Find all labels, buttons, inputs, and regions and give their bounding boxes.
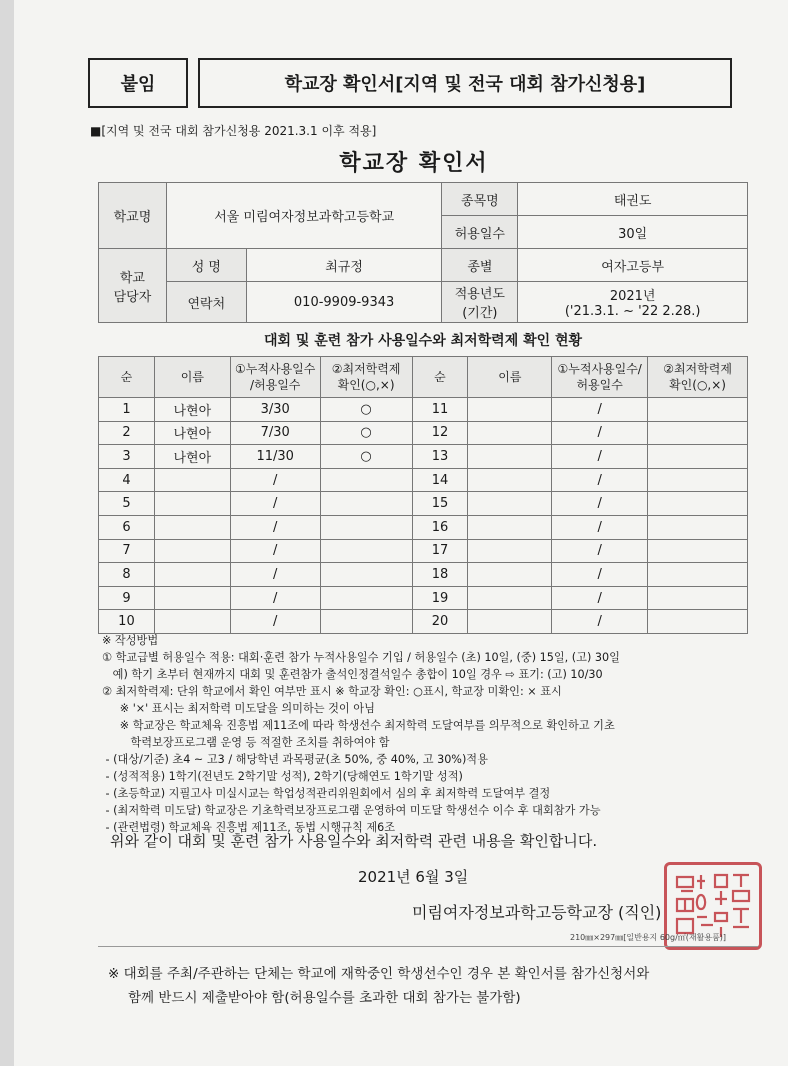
academic-check-left bbox=[320, 610, 412, 634]
table-row bbox=[99, 445, 748, 469]
student-name-left bbox=[154, 610, 230, 634]
header-name-left: 이름 bbox=[154, 357, 230, 398]
header-days-right bbox=[552, 357, 648, 398]
student-name-right bbox=[468, 445, 552, 469]
usage-days-right: / bbox=[552, 492, 648, 516]
row-number-right: 18 bbox=[412, 563, 468, 587]
apply-note: ■[지역 및 전국 대회 참가신청용 2021.3.1 이후 적용] bbox=[90, 124, 377, 138]
instruction-line: - (관련법령) 학교체육 진흥법 제11조, 동법 시행규칙 제6조 bbox=[102, 821, 396, 834]
student-name-left bbox=[154, 515, 230, 539]
row-number-left: 10 bbox=[99, 610, 155, 634]
category-label: 종별 bbox=[442, 249, 518, 282]
table-row bbox=[99, 563, 748, 587]
student-name-right bbox=[468, 421, 552, 445]
usage-days-right: / bbox=[552, 398, 648, 422]
instruction-line: - (초등학교) 지필고사 미실시교는 학업성적관리위원회에서 심의 후 최저학력 도달여부 결정 bbox=[102, 787, 551, 800]
student-name-left: 나현아 bbox=[154, 398, 230, 422]
name-value: 최규정 bbox=[246, 249, 442, 282]
attachment-label: 붙임 bbox=[88, 58, 188, 108]
usage-days-left: 11/30 bbox=[230, 445, 320, 469]
instruction-line: - (성적적용) 1학기(전년도 2학기말 성적), 2학기(당해연도 1학기말 성적) bbox=[102, 770, 463, 783]
row-number-right: 14 bbox=[412, 468, 468, 492]
header-days-right-line1: ①누적사용일수/ bbox=[557, 362, 642, 376]
student-name-left bbox=[154, 563, 230, 587]
student-name-right bbox=[468, 610, 552, 634]
header-academic-right bbox=[648, 357, 748, 398]
paper-size-note: 210㎜×297㎜[일반용지 60g/㎡(재활용품)] bbox=[570, 933, 727, 942]
student-name-left bbox=[154, 492, 230, 516]
row-number-left: 1 bbox=[99, 398, 155, 422]
event-value: 태권도 bbox=[518, 183, 748, 216]
table-row bbox=[99, 586, 748, 610]
header-days-left-line2: /허용일수 bbox=[249, 378, 301, 392]
header-name-right: 이름 bbox=[468, 357, 552, 398]
student-name-left bbox=[154, 539, 230, 563]
contact-value: 010-9909-9343 bbox=[246, 282, 442, 323]
usage-days-right: / bbox=[552, 610, 648, 634]
header-no-right: 순 bbox=[412, 357, 468, 398]
academic-check-right bbox=[648, 421, 748, 445]
row-number-left: 6 bbox=[99, 515, 155, 539]
student-name-left bbox=[154, 586, 230, 610]
student-name-left: 나현아 bbox=[154, 445, 230, 469]
header-no-left: 순 bbox=[99, 357, 155, 398]
row-number-left: 9 bbox=[99, 586, 155, 610]
divider bbox=[98, 946, 758, 947]
section-title: 대회 및 훈련 참가 사용일수와 최저학력제 확인 현황 bbox=[263, 333, 583, 349]
year-label-line1: 적용년도 bbox=[454, 287, 505, 302]
academic-check-left bbox=[320, 515, 412, 539]
writing-instructions bbox=[102, 632, 752, 836]
table-row bbox=[99, 539, 748, 563]
bottom-note-line1: ※ 대회를 주최/주관하는 단체는 학교에 재학중인 학생선수인 경우 본 확인서를 참가신청서와 bbox=[108, 966, 650, 982]
usage-days-right: / bbox=[552, 586, 648, 610]
instruction-line: ② 최저학력제: 단위 학교에서 확인 여부만 표시 ※ 학교장 확인: ○표시, 학교장 미확인: × 표시 bbox=[102, 685, 562, 698]
school-label: 학교명 bbox=[99, 183, 167, 249]
row-number-right: 12 bbox=[412, 421, 468, 445]
row-number-right: 16 bbox=[412, 515, 468, 539]
usage-days-left: / bbox=[230, 586, 320, 610]
academic-check-left bbox=[320, 492, 412, 516]
allowed-days-label: 허용일수 bbox=[442, 216, 518, 249]
bottom-note bbox=[108, 962, 649, 1010]
bottom-note-line2: 함께 반드시 제출받아야 함(허용일수를 초과한 대회 참가는 불가함) bbox=[128, 990, 521, 1006]
signer: 미림여자정보과학고등학교장 (직인) bbox=[412, 903, 662, 922]
year-value-line2: ('21.3.1. ~ '22 2.28.) bbox=[564, 304, 701, 319]
row-number-left: 2 bbox=[99, 421, 155, 445]
header-academic-right-line1: ②최저학력제 bbox=[663, 362, 732, 376]
student-name-right bbox=[468, 492, 552, 516]
category-value: 여자고등부 bbox=[518, 249, 748, 282]
manager-label bbox=[99, 249, 167, 323]
manager-label-line1: 학교 bbox=[119, 270, 145, 286]
student-name-right bbox=[468, 563, 552, 587]
info-table bbox=[98, 182, 748, 323]
header-academic-left-line2: 확인(○,×) bbox=[337, 378, 395, 392]
row-number-left: 7 bbox=[99, 539, 155, 563]
student-name-right bbox=[468, 515, 552, 539]
usage-days-right: / bbox=[552, 563, 648, 587]
header-title: 학교장 확인서[지역 및 전국 대회 참가신청용] bbox=[198, 58, 732, 108]
academic-check-left: ○ bbox=[320, 421, 412, 445]
student-name-right bbox=[468, 468, 552, 492]
instruction-line: ※ 학교장은 학교체육 진흥법 제11조에 따라 학생선수 최저학력 도달여부를 의무적으로 확인하고 기초 bbox=[102, 719, 615, 732]
student-name-right bbox=[468, 398, 552, 422]
usage-days-left: / bbox=[230, 492, 320, 516]
usage-days-right: / bbox=[552, 539, 648, 563]
header-academic-right-line2: 확인(○,×) bbox=[669, 378, 726, 392]
academic-check-right bbox=[648, 468, 748, 492]
document-page bbox=[14, 0, 788, 1066]
table-row bbox=[99, 398, 748, 422]
usage-days-right: / bbox=[552, 421, 648, 445]
row-number-right: 11 bbox=[412, 398, 468, 422]
usage-table bbox=[98, 356, 748, 634]
manager-label-line2: 담당자 bbox=[113, 289, 152, 305]
usage-days-left: / bbox=[230, 468, 320, 492]
usage-days-left: / bbox=[230, 610, 320, 634]
row-number-left: 5 bbox=[99, 492, 155, 516]
usage-days-left: 3/30 bbox=[230, 398, 320, 422]
usage-days-right: / bbox=[552, 445, 648, 469]
usage-header-row bbox=[99, 357, 748, 398]
event-label: 종목명 bbox=[442, 183, 518, 216]
issue-date: 2021년 6월 3일 bbox=[358, 868, 469, 886]
academic-check-right bbox=[648, 539, 748, 563]
academic-check-left bbox=[320, 563, 412, 587]
name-label: 성 명 bbox=[166, 249, 246, 282]
school-value: 서울 미림여자정보과학고등학교 bbox=[166, 183, 442, 249]
row-number-right: 17 bbox=[412, 539, 468, 563]
table-row bbox=[99, 421, 748, 445]
table-row bbox=[99, 610, 748, 634]
academic-check-right bbox=[648, 445, 748, 469]
academic-check-left: ○ bbox=[320, 398, 412, 422]
year-value bbox=[518, 282, 748, 323]
row-number-right: 13 bbox=[412, 445, 468, 469]
year-label bbox=[442, 282, 518, 323]
row-number-left: 8 bbox=[99, 563, 155, 587]
student-name-left bbox=[154, 468, 230, 492]
academic-check-right bbox=[648, 515, 748, 539]
usage-days-right: / bbox=[552, 468, 648, 492]
academic-check-left bbox=[320, 586, 412, 610]
header-days-left-line1: ①누적사용일수 bbox=[235, 362, 316, 376]
allowed-days-value: 30일 bbox=[518, 216, 748, 249]
row-number-left: 4 bbox=[99, 468, 155, 492]
table-row bbox=[99, 468, 748, 492]
academic-check-right bbox=[648, 398, 748, 422]
table-row bbox=[99, 492, 748, 516]
confirm-statement: 위와 같이 대회 및 훈련 참가 사용일수와 최저학력 관련 내용을 확인합니다. bbox=[110, 832, 598, 850]
header-days-right-line2: 허용일수 bbox=[576, 378, 623, 392]
header-academic-left-line1: ②최저학력제 bbox=[331, 362, 401, 376]
instruction-line: 예) 학기 초부터 현재까지 대회 및 훈련참가 출석인정결석일수 총합이 10일 경우 ⇨ 표기: (고) 10/30 bbox=[102, 668, 603, 681]
student-name-right bbox=[468, 586, 552, 610]
table-row bbox=[99, 515, 748, 539]
student-name-right bbox=[468, 539, 552, 563]
instruction-line: ① 학교급별 허용일수 적용: 대회·훈련 참가 누적사용일수 기입 / 허용일수 (초) 10일, (중) 15일, (고) 30일 bbox=[102, 651, 620, 664]
academic-check-left bbox=[320, 468, 412, 492]
academic-check-right bbox=[648, 586, 748, 610]
row-number-left: 3 bbox=[99, 445, 155, 469]
instruction-line: 학력보장프로그램 운영 등 적절한 조치를 취하여야 함 bbox=[102, 736, 390, 749]
year-value-line1: 2021년 bbox=[609, 289, 656, 304]
instruction-line: ※ '×' 표시는 최저학력 미도달을 의미하는 것이 아님 bbox=[102, 702, 375, 715]
usage-days-right: / bbox=[552, 515, 648, 539]
contact-label: 연락처 bbox=[166, 282, 246, 323]
row-number-right: 20 bbox=[412, 610, 468, 634]
header-academic-left bbox=[320, 357, 412, 398]
academic-check-left bbox=[320, 539, 412, 563]
row-number-right: 15 bbox=[412, 492, 468, 516]
academic-check-right bbox=[648, 492, 748, 516]
instruction-line: ※ 작성방법 bbox=[102, 634, 159, 647]
usage-days-left: / bbox=[230, 563, 320, 587]
usage-days-left: / bbox=[230, 539, 320, 563]
usage-days-left: / bbox=[230, 515, 320, 539]
usage-days-left: 7/30 bbox=[230, 421, 320, 445]
academic-check-right bbox=[648, 610, 748, 634]
year-label-line2: (기간) bbox=[462, 306, 498, 321]
student-name-left: 나현아 bbox=[154, 421, 230, 445]
academic-check-left: ○ bbox=[320, 445, 412, 469]
academic-check-right bbox=[648, 563, 748, 587]
instruction-line: - (대상/기준) 초4 ~ 고3 / 해당학년 과목평균(초 50%, 중 40%, 고 30%)적용 bbox=[102, 753, 488, 766]
row-number-right: 19 bbox=[412, 586, 468, 610]
document-title: 학교장 확인서 bbox=[339, 151, 489, 176]
instruction-line: - (최저학력 미도달) 학교장은 기초학력보장프로그램 운영하여 미도달 학생선수 이수 후 대회참가 가능 bbox=[102, 804, 601, 817]
header-days-left bbox=[230, 357, 320, 398]
